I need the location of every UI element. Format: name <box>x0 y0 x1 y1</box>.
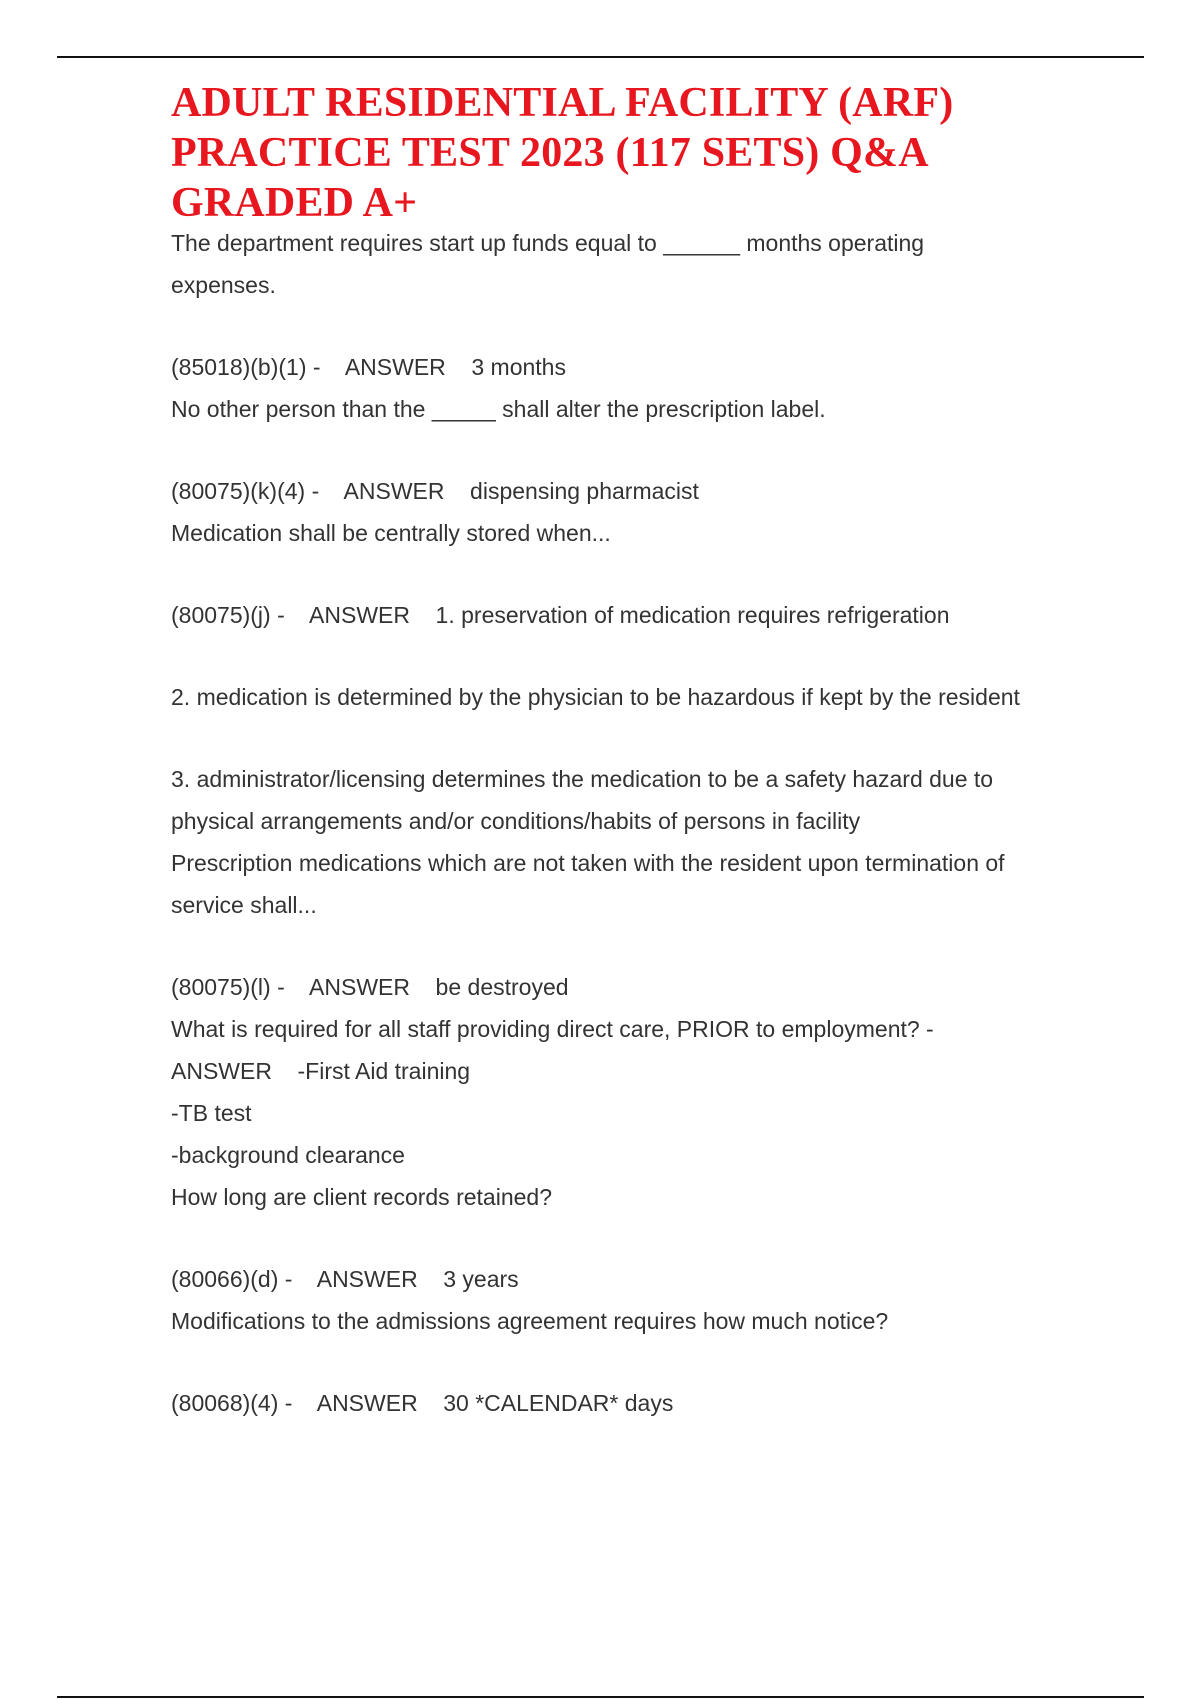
spacer <box>171 636 1091 676</box>
answer-text: (80068)(4) - ANSWER 30 *CALENDAR* days <box>171 1390 674 1416</box>
answer-text: -background clearance <box>171 1142 405 1168</box>
question-text: The department requires start up funds equal to ______ months operating <box>171 230 925 256</box>
answer-text: -TB test <box>171 1100 252 1126</box>
document-title: ADULT RESIDENTIAL FACILITY (ARF) PRACTICE TEST 2023 (117 SETS) Q&A GRADED A+ <box>171 80 954 226</box>
bottom-rule <box>57 1696 1144 1698</box>
spacer <box>171 926 1091 966</box>
spacer <box>171 306 1091 346</box>
answer-text: ANSWER -First Aid training <box>171 1058 471 1084</box>
question-text: service shall... <box>171 892 317 918</box>
answer-text: (85018)(b)(1) - ANSWER 3 months <box>171 354 566 380</box>
question-text: Medication shall be centrally stored when... <box>171 520 611 546</box>
spacer <box>171 430 1091 470</box>
answer-text: 2. medication is determined by the physician to be hazardous if kept by the resident <box>171 684 1020 710</box>
question-text: No other person than the _____ shall alter the prescription label. <box>171 396 826 422</box>
spacer <box>171 718 1091 758</box>
answer-text: physical arrangements and/or conditions/habits of persons in facility <box>171 808 861 834</box>
question-text: Modifications to the admissions agreement requires how much notice? <box>171 1308 889 1334</box>
top-rule <box>57 56 1144 58</box>
spacer <box>171 1218 1091 1258</box>
answer-text: (80075)(k)(4) - ANSWER dispensing pharmacist <box>171 478 699 504</box>
spacer <box>171 554 1091 594</box>
question-text: expenses. <box>171 272 276 298</box>
answer-text: (80066)(d) - ANSWER 3 years <box>171 1266 519 1292</box>
question-text: Prescription medications which are not taken with the resident upon termination of <box>171 850 1005 876</box>
question-text: What is required for all staff providing direct care, PRIOR to employment? - <box>171 1016 934 1042</box>
answer-text: (80075)(l) - ANSWER be destroyed <box>171 974 569 1000</box>
spacer <box>171 1342 1091 1382</box>
answer-text: 3. administrator/licensing determines the medication to be a safety hazard due to <box>171 766 994 792</box>
question-text: How long are client records retained? <box>171 1184 552 1210</box>
document-page <box>171 78 1091 1424</box>
answer-text: (80075)(j) - ANSWER 1. preservation of medication requires refrigeration <box>171 602 950 628</box>
